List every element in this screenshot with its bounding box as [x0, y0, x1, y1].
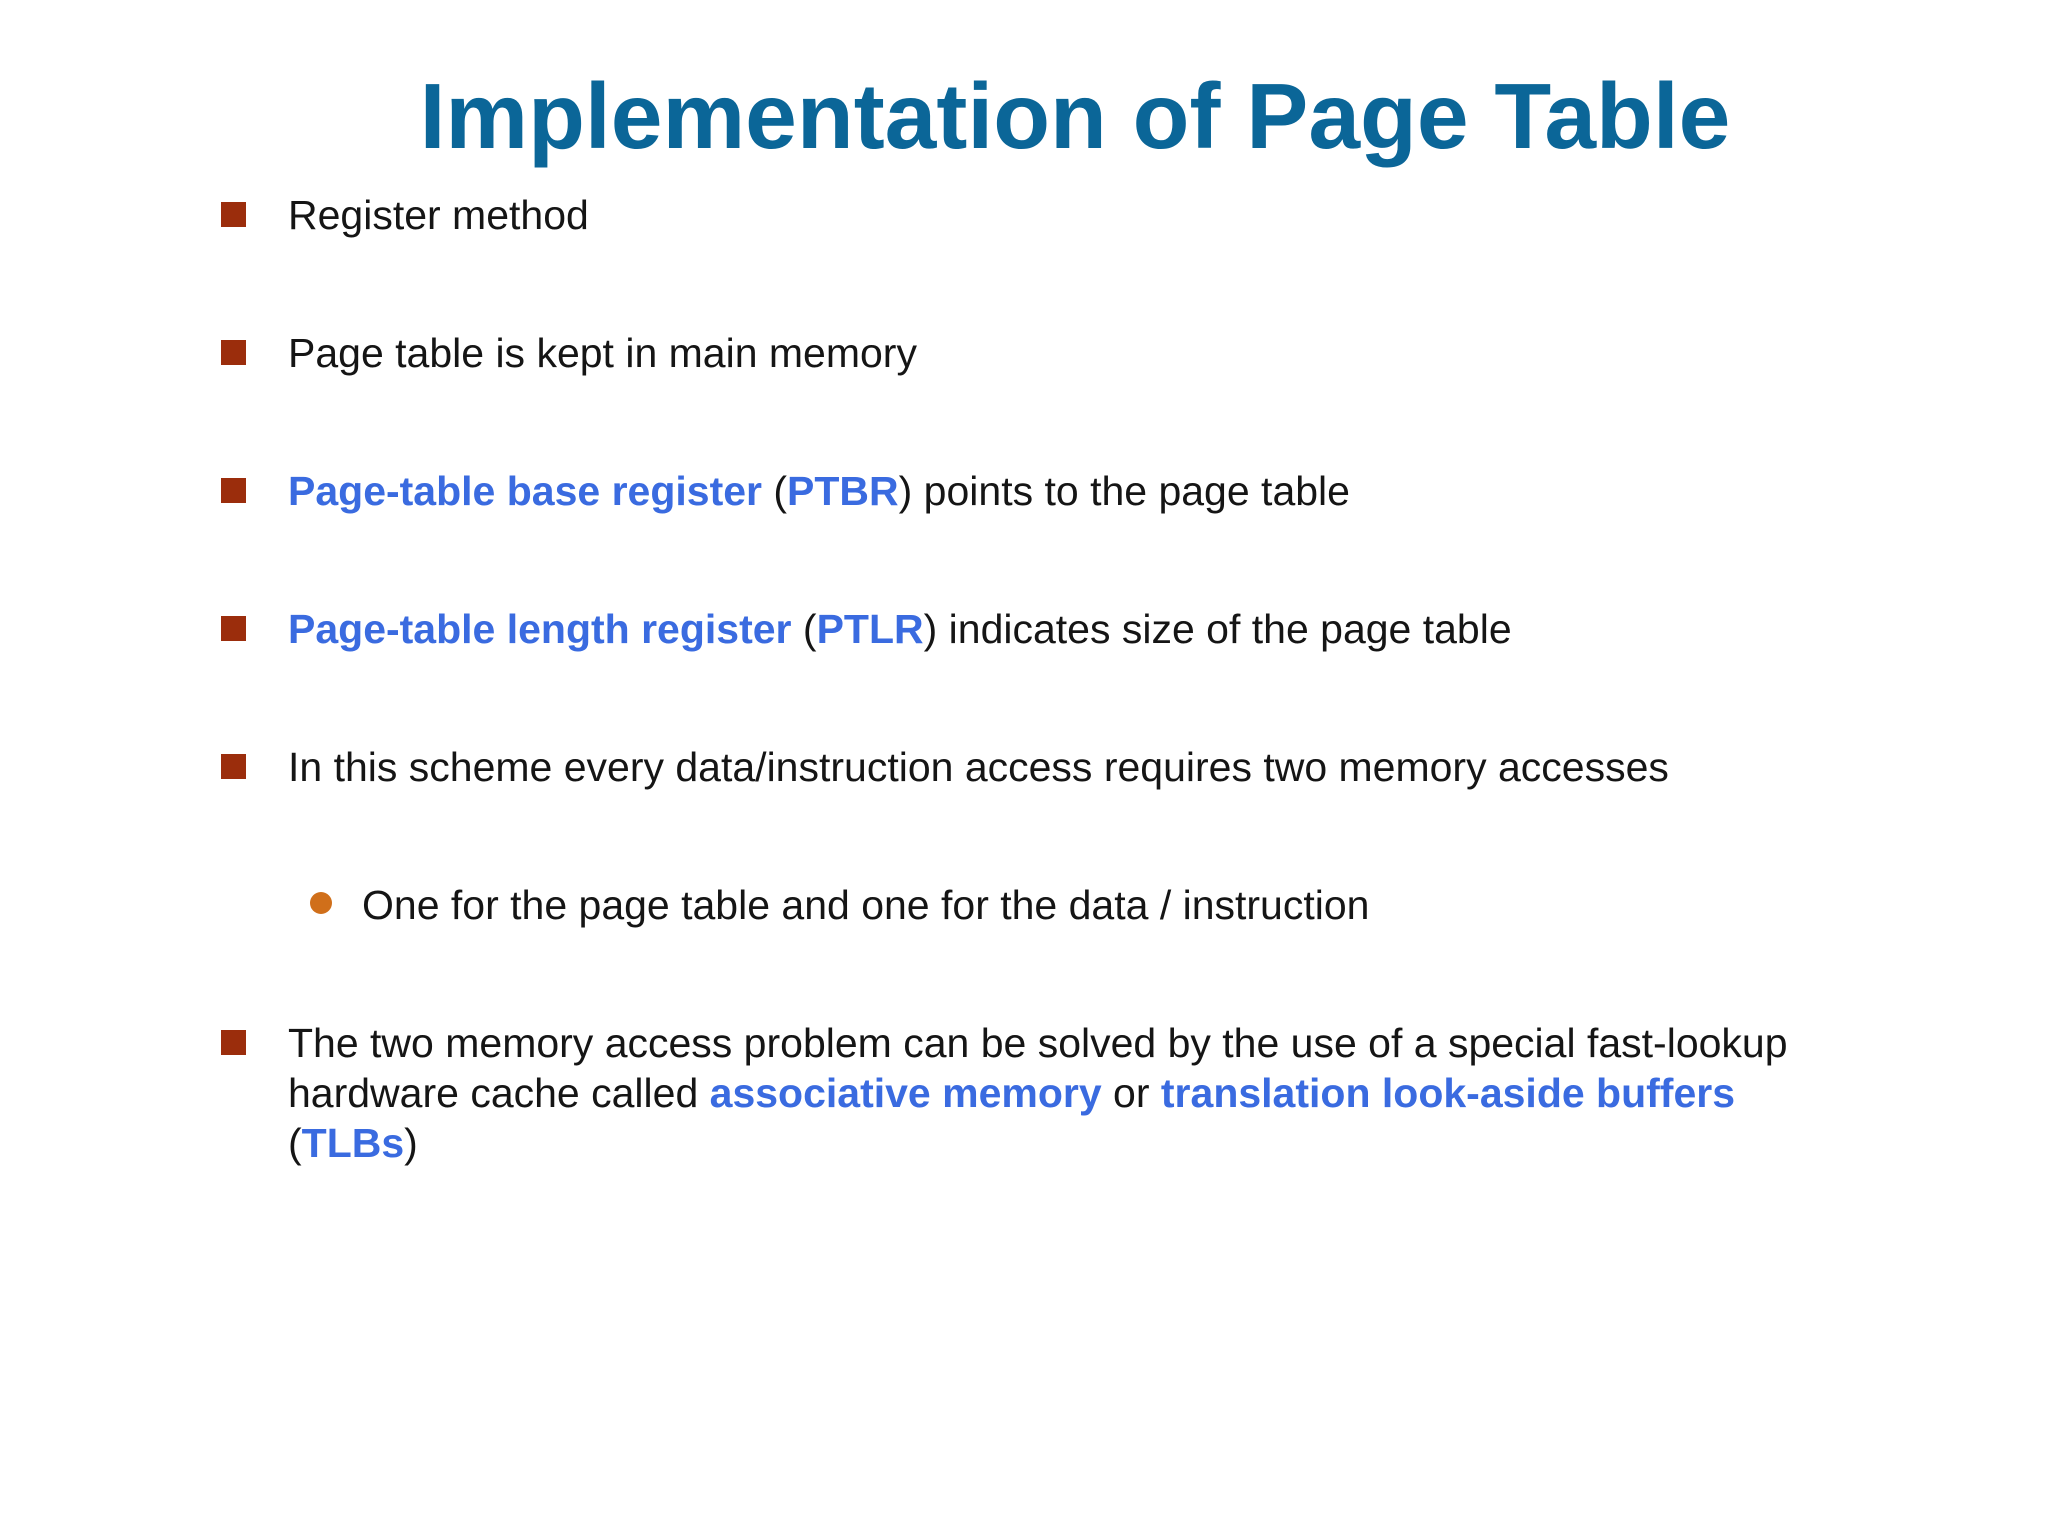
bullet-mid: or [1101, 1070, 1161, 1116]
square-bullet-icon [221, 202, 246, 227]
bullet-text [288, 604, 1748, 654]
highlight-abbr: TLBs [301, 1120, 405, 1166]
paren-open: ( [761, 468, 788, 514]
bullet-main-memory [221, 328, 1748, 378]
sub-bullet-text: One for the page table and one for the data / instruction [362, 882, 1370, 928]
paren-open: ( [791, 606, 817, 652]
bullet-text [288, 1018, 1818, 1168]
highlight-abbr: PTLR [816, 606, 924, 652]
paren-open: ( [288, 1120, 302, 1166]
bullet-pre: The two memory access problem can be solved by the use of a special fast-lookup hardware cache called [288, 1020, 1788, 1116]
square-bullet-icon [221, 754, 246, 779]
paren-close: ) [404, 1120, 418, 1166]
highlight-abbr: PTBR [787, 468, 899, 514]
bullet-rest: ) indicates size of the page table [923, 606, 1512, 652]
highlight-term: associative memory [709, 1070, 1102, 1116]
bullet-tlb [221, 1018, 1818, 1168]
sub-bullet-page-and-data [310, 880, 1369, 930]
bullet-text: Register method [288, 192, 589, 238]
bullet-text: Page table is kept in main memory [288, 330, 917, 376]
bullet-ptbr [221, 466, 1748, 516]
bullet-text: In this scheme every data/instruction access requires two memory accesses [288, 744, 1669, 790]
bullet-ptlr [221, 604, 1748, 654]
slide-title: Implementation of Page Table [419, 64, 1731, 168]
bullet-two-accesses [221, 742, 1748, 792]
square-bullet-icon [221, 340, 246, 365]
bullet-rest: ) points to the page table [898, 468, 1350, 514]
round-bullet-icon [310, 892, 332, 914]
highlight-term: Page-table base register [288, 468, 762, 514]
highlight-term: translation look-aside buffers [1160, 1070, 1736, 1116]
bullet-text [288, 466, 1748, 516]
highlight-term: Page-table length register [288, 606, 792, 652]
square-bullet-icon [221, 1030, 246, 1055]
bullet-register-method [221, 190, 1748, 240]
square-bullet-icon [221, 478, 246, 503]
square-bullet-icon [221, 616, 246, 641]
